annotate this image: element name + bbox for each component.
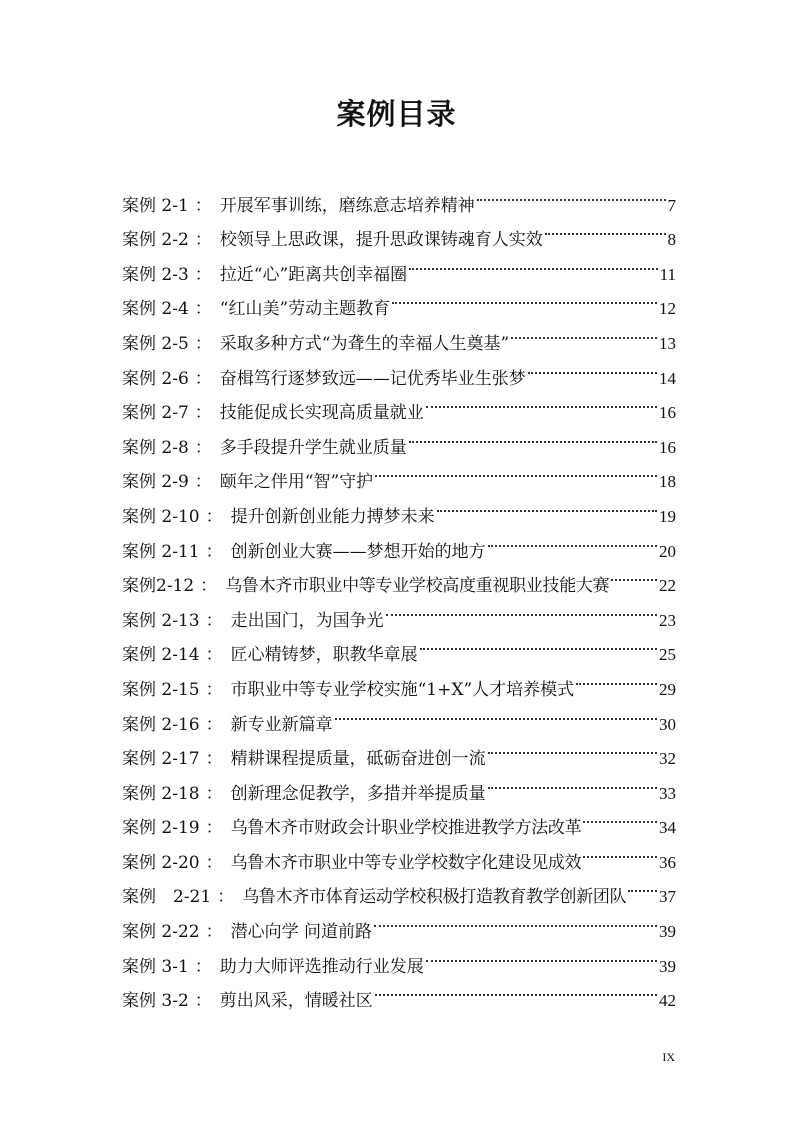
toc-dot-leader [488, 764, 657, 799]
toc-separator: ： [194, 264, 212, 285]
toc-page-number: 13 [659, 333, 676, 353]
toc-separator: ： [205, 541, 223, 562]
toc-entry-title: 创新理念促教学，多措并举提质量 [230, 783, 486, 804]
toc-page-number: 42 [659, 991, 676, 1011]
toc-page-number: 14 [659, 368, 676, 388]
toc-dot-leader [511, 314, 657, 349]
toc-case-number: 案例 2-3 [122, 264, 189, 285]
toc-separator: ： [205, 714, 223, 735]
toc-page-number: 33 [659, 783, 676, 803]
toc-separator: ： [194, 333, 212, 354]
toc-separator: ： [194, 472, 212, 493]
toc-page-number: 37 [659, 887, 676, 907]
toc-page-number: 16 [659, 403, 676, 423]
toc-case-number: 案例 2-20 [122, 852, 200, 873]
toc-separator: ： [217, 887, 235, 908]
toc-separator: ： [194, 230, 212, 251]
toc-entry-title: 潜心向学 问道前路 [230, 922, 373, 943]
toc-entry-title: 匠心精铸梦，职教华章展 [230, 645, 418, 666]
toc-separator: ： [194, 403, 212, 424]
toc-entry-title: 乌鲁木齐市财政会计职业学校推进教学方法改革 [230, 818, 582, 839]
toc-dot-leader [528, 349, 657, 384]
toc-case-number: 案例 2-10 [122, 506, 200, 527]
toc-page-number: 32 [659, 749, 676, 769]
toc-entry-title: 奋楫笃行逐梦致远——记优秀毕业生张梦 [219, 368, 526, 389]
toc-case-number: 案例 2-19 [122, 818, 200, 839]
toc-separator: ： [205, 783, 223, 804]
toc-case-number: 案例 3-2 [122, 991, 189, 1012]
toc-dot-leader [409, 418, 657, 453]
toc-entry-title: 乌鲁木齐市职业中等专业学校高度重视职业技能大赛 [225, 576, 610, 597]
toc-page-number: 25 [659, 645, 676, 665]
toc-separator: ： [205, 645, 223, 666]
toc-entry-title: 乌鲁木齐市职业中等专业学校数字化建设见成效 [230, 852, 582, 873]
toc-dot-leader [420, 626, 657, 661]
toc-page-number: 22 [659, 576, 676, 596]
page-title: 案例目录 [336, 97, 457, 131]
toc-dot-leader [386, 591, 657, 626]
toc-case-number: 案例 2-4 [122, 299, 189, 320]
toc-dot-leader [437, 487, 657, 522]
toc-case-number: 案例 3-1 [122, 956, 189, 977]
toc-case-number: 案例 2-16 [122, 714, 200, 735]
toc-page-number: 18 [659, 472, 676, 492]
toc-page-number: 23 [659, 610, 676, 630]
toc-case-number: 案例 2-14 [122, 645, 200, 666]
toc-dot-leader [335, 695, 657, 730]
toc-page-number: 7 [667, 195, 676, 215]
toc-case-number: 案例 2-18 [122, 783, 200, 804]
toc-case-number: 案例 2-7 [122, 403, 189, 424]
toc-entry-title: 采取多种方式“为聋生的幸福人生奠基” [219, 333, 510, 354]
toc-case-number: 案例 2-22 [122, 922, 200, 943]
toc-separator: ： [205, 922, 223, 943]
toc-page-number: 16 [659, 437, 676, 457]
toc-entry-title: 颐年之伴用“智”守护 [219, 472, 374, 493]
toc-dot-leader [477, 176, 666, 211]
toc-page-number: 29 [659, 679, 676, 699]
toc-page-number: 12 [659, 299, 676, 319]
toc-dot-leader [488, 522, 657, 557]
toc-separator: ： [200, 576, 218, 597]
toc-entry-title: 市职业中等专业学校实施“1+X”人才培养模式 [230, 679, 575, 700]
toc-case-number: 案例 2-11 [122, 541, 200, 562]
toc-entry-title: 助力大师评选推动行业发展 [219, 956, 424, 977]
toc-entry[interactable] [122, 176, 676, 216]
toc-dot-leader [583, 833, 657, 868]
toc-dot-leader [375, 972, 657, 1007]
toc-page-number: 11 [659, 264, 676, 284]
toc-dot-leader [426, 937, 657, 972]
toc-page-number: 20 [659, 541, 676, 561]
toc-entry-title: 拉近“心”距离共创幸福圈 [219, 264, 408, 285]
toc-case-number: 案例2-12 [122, 576, 195, 597]
toc-dot-leader [611, 557, 657, 592]
toc-case-number: 案例 2-1 [122, 195, 189, 216]
toc-separator: ： [205, 852, 223, 873]
toc-dot-leader [392, 280, 657, 315]
toc-entry-title: 精耕课程提质量，砥砺奋进创一流 [230, 749, 486, 770]
toc-entry-title: 剪出风采，情暖社区 [219, 991, 373, 1012]
toc-separator: ： [205, 610, 223, 631]
toc-entry-title: 校领导上思政课，提升思政课铸魂育人实效 [219, 230, 543, 251]
toc-page-number: 30 [659, 714, 676, 734]
toc-separator: ： [194, 956, 212, 977]
toc-separator: ： [194, 437, 212, 458]
toc-entry-title: 创新创业大赛——梦想开始的地方 [230, 541, 486, 562]
toc-case-number: 案例 2-9 [122, 472, 189, 493]
toc-separator: ： [194, 368, 212, 389]
toc-separator: ： [205, 749, 223, 770]
toc-dot-leader [583, 799, 657, 834]
toc-separator: ： [205, 679, 223, 700]
toc-case-number: 案例 2-8 [122, 437, 189, 458]
toc-entry-title: 乌鲁木齐市体育运动学校积极打造教育教学创新团队 [242, 887, 627, 908]
toc-entry-title: 提升创新创业能力搏梦未来 [230, 506, 435, 527]
toc-separator: ： [194, 991, 212, 1012]
toc-entry-title: 开展军事训练，磨练意志培养精神 [219, 195, 475, 216]
toc-dot-leader [426, 384, 657, 419]
toc-case-number: 案例 2-15 [122, 679, 200, 700]
toc-dot-leader [375, 453, 657, 488]
toc-page-number: 36 [659, 852, 676, 872]
toc-case-number: 案例 2-21 [122, 887, 212, 908]
toc-separator: ： [194, 195, 212, 216]
toc-page-number: 34 [659, 818, 676, 838]
toc-page-number: 19 [659, 506, 676, 526]
toc-case-number: 案例 2-17 [122, 749, 200, 770]
toc-dot-leader [628, 868, 657, 903]
toc-page-number: 39 [659, 922, 676, 942]
table-of-contents [122, 176, 676, 1012]
toc-separator: ： [205, 818, 223, 839]
toc-separator: ： [194, 299, 212, 320]
toc-dot-leader [374, 902, 657, 937]
toc-entry-title: 多手段提升学生就业质量 [219, 437, 407, 458]
toc-case-number: 案例 2-6 [122, 368, 189, 389]
toc-page-number: 8 [667, 230, 676, 250]
toc-dot-leader [545, 211, 666, 246]
toc-case-number: 案例 2-13 [122, 610, 200, 631]
toc-page-number: 39 [659, 956, 676, 976]
toc-dot-leader [488, 730, 657, 765]
toc-separator: ： [205, 506, 223, 527]
toc-dot-leader [576, 660, 657, 695]
toc-entry-title: 走出国门，为国争光 [230, 610, 384, 631]
toc-entry-title: 技能促成长实现高质量就业 [219, 403, 424, 424]
toc-entry-title: 新专业新篇章 [230, 714, 333, 735]
toc-dot-leader [409, 245, 657, 280]
page-number: IX [662, 1050, 675, 1064]
toc-entry-title: “红山美”劳动主题教育 [219, 299, 391, 320]
toc-case-number: 案例 2-2 [122, 230, 189, 251]
toc-case-number: 案例 2-5 [122, 333, 189, 354]
